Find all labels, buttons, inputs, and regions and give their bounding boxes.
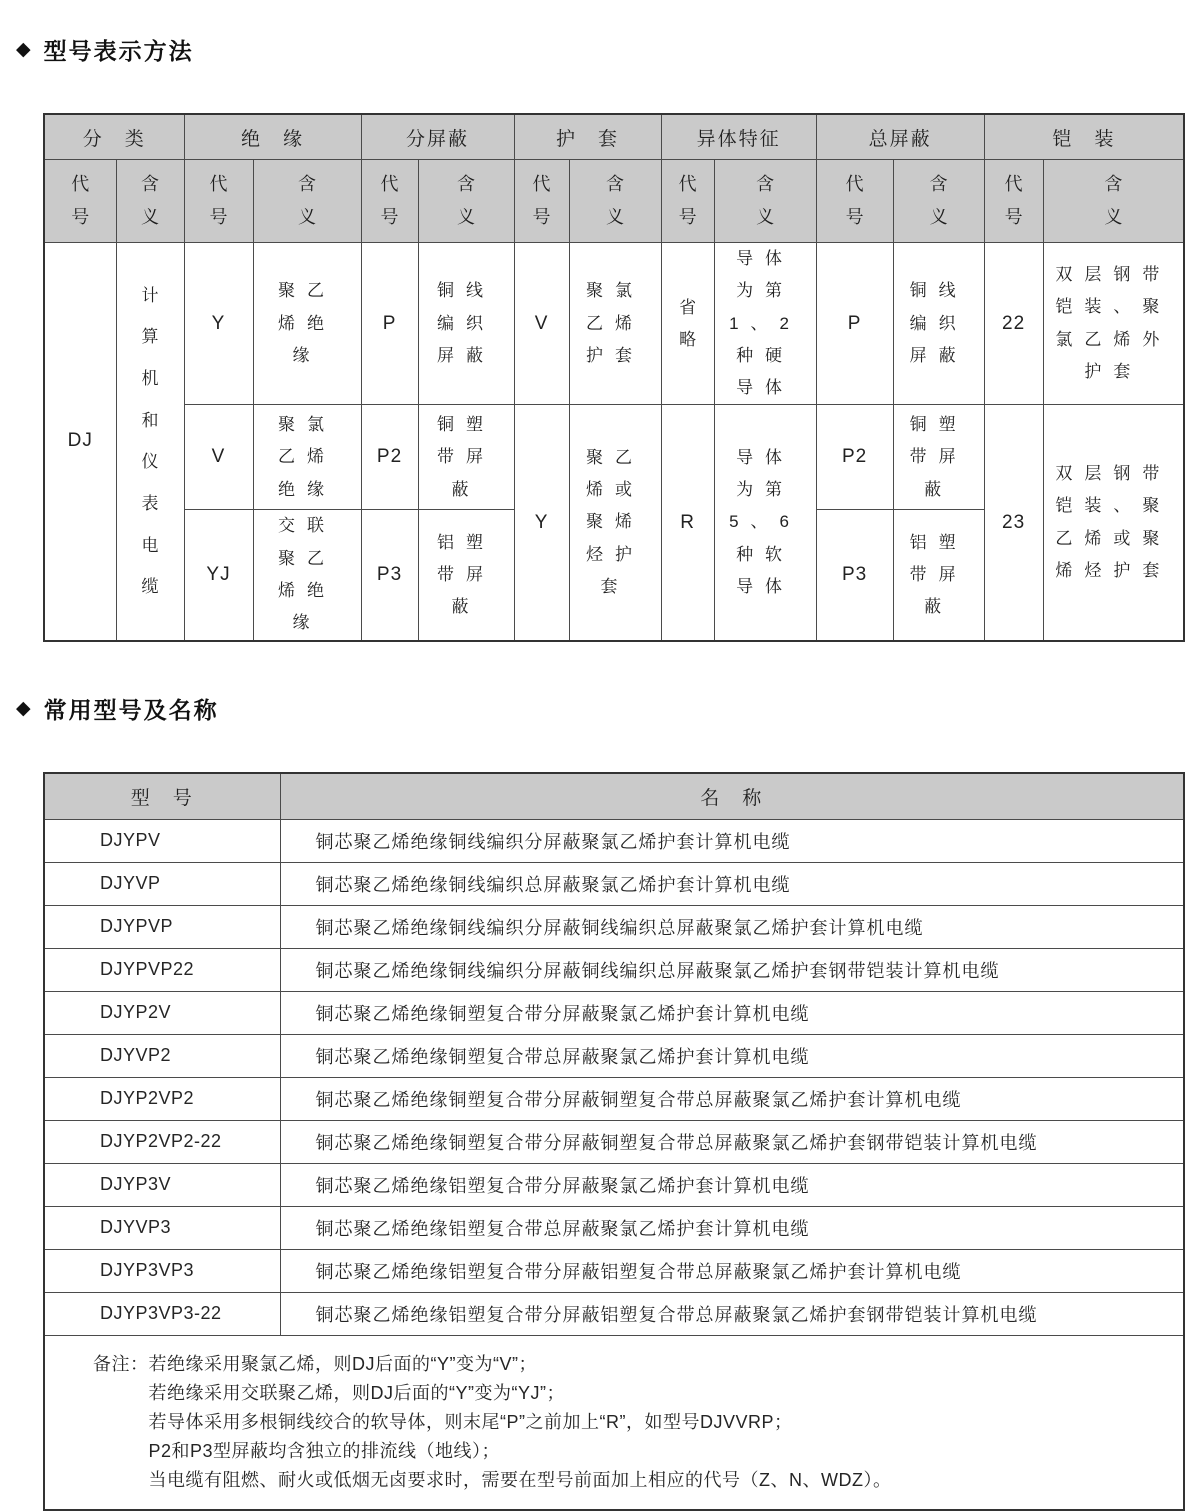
conductor-feature-meaning: 导体为第1、2种硬导体 (714, 243, 816, 405)
note-line: 若导体采用多根铜线绞合的软导体，则末尾“P”之前加上“R”，如型号DJVVRP； (148, 1411, 793, 1432)
classification-code-header: 代号 (44, 160, 116, 243)
common-models-table (43, 772, 1185, 1511)
overall-shield-code: P (816, 243, 893, 405)
note-line: 若绝缘采用聚氯乙烯，则DJ后面的“Y”变为“V”； (148, 1353, 537, 1374)
model-name: 铜芯聚乙烯绝缘铜塑复合带分屏蔽聚氯乙烯护套计算机电缆 (280, 991, 1184, 1034)
sheath-meaning: 聚氯乙烯护套 (569, 243, 661, 405)
armor-meaning-header: 含义 (1043, 160, 1184, 243)
insulation-meaning: 交联聚乙烯绝缘 (253, 510, 361, 641)
conductor-feature-meaning: 导体为第5、6种软导体 (714, 405, 816, 641)
overall-shield-meaning-header: 含义 (893, 160, 984, 243)
conductor-feature-code: R (661, 405, 714, 641)
model-name: 铜芯聚乙烯绝缘铝塑复合带分屏蔽聚氯乙烯护套计算机电缆 (280, 1163, 1184, 1206)
section-title-common-models (16, 692, 1200, 725)
overall-shield-code: P2 (816, 405, 893, 510)
sheath-meaning: 聚乙烯或聚烯烃护套 (569, 405, 661, 641)
model-name: 铜芯聚乙烯绝缘铝塑复合带总屏蔽聚氯乙烯护套计算机电缆 (280, 1206, 1184, 1249)
insulation-code: YJ (184, 510, 253, 641)
model-code: DJYP2V (44, 991, 280, 1034)
model-name: 铜芯聚乙烯绝缘铜线编织分屏蔽铜线编织总屏蔽聚氯乙烯护套钢带铠装计算机电缆 (280, 948, 1184, 991)
model-row (44, 1206, 1184, 1249)
model-name: 铜芯聚乙烯绝缘铜塑复合带分屏蔽铜塑复合带总屏蔽聚氯乙烯护套计算机电缆 (280, 1077, 1184, 1120)
notes-cell (44, 1335, 1184, 1510)
notes-label: 备注： (93, 1353, 149, 1374)
individual-shield-meaning-header: 含义 (418, 160, 514, 243)
model-code: DJYPV (44, 819, 280, 862)
model-code: DJYP3VP3 (44, 1249, 280, 1292)
armor-code: 22 (984, 243, 1043, 405)
individual-shield-code: P2 (361, 405, 418, 510)
model-code: DJYVP2 (44, 1034, 280, 1077)
armor-meaning: 双层钢带铠装、聚乙烯或聚烯烃护套 (1043, 405, 1184, 641)
model-row (44, 905, 1184, 948)
name-column-header: 名 称 (280, 773, 1184, 820)
model-row (44, 862, 1184, 905)
model-name: 铜芯聚乙烯绝缘铜线编织分屏蔽铜线编织总屏蔽聚氯乙烯护套计算机电缆 (280, 905, 1184, 948)
model-row (44, 1120, 1184, 1163)
model-name: 铜芯聚乙烯绝缘铝塑复合带分屏蔽铝塑复合带总屏蔽聚氯乙烯护套计算机电缆 (280, 1249, 1184, 1292)
section-title-text-1: 型号表示方法 (43, 38, 194, 64)
model-row (44, 948, 1184, 991)
overall-shield-meaning: 铜线编织屏蔽 (893, 243, 984, 405)
model-row (44, 1249, 1184, 1292)
individual-shield-meaning: 铝塑带屏蔽 (418, 510, 514, 641)
model-name: 铜芯聚乙烯绝缘铜线编织分屏蔽聚氯乙烯护套计算机电缆 (280, 819, 1184, 862)
individual-shield-meaning: 铜塑带屏蔽 (418, 405, 514, 510)
model-name: 铜芯聚乙烯绝缘铜塑复合带总屏蔽聚氯乙烯护套计算机电缆 (280, 1034, 1184, 1077)
group-header-armor: 铠 装 (984, 114, 1184, 160)
model-name: 铜芯聚乙烯绝缘铝塑复合带分屏蔽铝塑复合带总屏蔽聚氯乙烯护套钢带铠装计算机电缆 (280, 1292, 1184, 1335)
model-row (44, 991, 1184, 1034)
model-code: DJYPVP22 (44, 948, 280, 991)
group-header-individual-shield: 分屏蔽 (361, 114, 514, 160)
armor-meaning: 双层钢带铠装、聚氯乙烯外护套 (1043, 243, 1184, 405)
group-header-insulation: 绝 缘 (184, 114, 361, 160)
group-header-conductor-feature: 异体特征 (661, 114, 816, 160)
diamond-bullet-icon: ◆ (16, 697, 31, 719)
model-name: 铜芯聚乙烯绝缘铜塑复合带分屏蔽铜塑复合带总屏蔽聚氯乙烯护套钢带铠装计算机电缆 (280, 1120, 1184, 1163)
insulation-code: V (184, 405, 253, 510)
notes-row (44, 1335, 1184, 1510)
model-row (44, 1163, 1184, 1206)
insulation-code-header: 代号 (184, 160, 253, 243)
classification-code: DJ (44, 243, 116, 641)
conductor-feature-code-header: 代号 (661, 160, 714, 243)
group-header-overall-shield: 总屏蔽 (816, 114, 984, 160)
note-line: 当电缆有阻燃、耐火或低烟无卤要求时，需要在型号前面加上相应的代号（Z、N、WDZ）。 (148, 1469, 892, 1490)
individual-shield-code: P3 (361, 510, 418, 641)
model-code: DJYVP (44, 862, 280, 905)
individual-shield-meaning: 铜线编织屏蔽 (418, 243, 514, 405)
conductor-feature-meaning-header: 含义 (714, 160, 816, 243)
sheath-code: Y (514, 405, 569, 641)
classification-meaning-header: 含义 (116, 160, 184, 243)
insulation-meaning: 聚氯乙烯绝缘 (253, 405, 361, 510)
note-line: P2和P3型屏蔽均含独立的排流线（地线）； (148, 1440, 501, 1461)
insulation-code: Y (184, 243, 253, 405)
group-header-classification: 分 类 (44, 114, 184, 160)
overall-shield-meaning: 铜塑带屏蔽 (893, 405, 984, 510)
section-title-model-designation (16, 33, 1200, 66)
conductor-feature-code: 省略 (661, 243, 714, 405)
sheath-meaning-header: 含义 (569, 160, 661, 243)
section-title-text-2: 常用型号及名称 (43, 696, 219, 723)
overall-shield-code: P3 (816, 510, 893, 641)
model-row (44, 819, 1184, 862)
sheath-code-header: 代号 (514, 160, 569, 243)
model-code: DJYPVP (44, 905, 280, 948)
insulation-meaning: 聚乙烯绝缘 (253, 243, 361, 405)
model-row (44, 1034, 1184, 1077)
model-code: DJYP3V (44, 1163, 280, 1206)
note-line: 若绝缘采用交联聚乙烯，则DJ后面的“Y”变为“YJ”； (148, 1382, 565, 1403)
model-row (44, 1077, 1184, 1120)
model-code: DJYVP3 (44, 1206, 280, 1249)
model-code: DJYP3VP3-22 (44, 1292, 280, 1335)
classification-meaning: 计算机和仪表电缆 (116, 243, 184, 641)
armor-code-header: 代号 (984, 160, 1043, 243)
model-code: DJYP2VP2-22 (44, 1120, 280, 1163)
sheath-code: V (514, 243, 569, 405)
type-designation-table (43, 113, 1185, 642)
insulation-meaning-header: 含义 (253, 160, 361, 243)
individual-shield-code-header: 代号 (361, 160, 418, 243)
group-header-sheath: 护 套 (514, 114, 661, 160)
model-row (44, 1292, 1184, 1335)
overall-shield-meaning: 铝塑带屏蔽 (893, 510, 984, 641)
diamond-bullet-icon: ◆ (16, 39, 31, 60)
individual-shield-code: P (361, 243, 418, 405)
armor-code: 23 (984, 405, 1043, 641)
model-name: 铜芯聚乙烯绝缘铜线编织总屏蔽聚氯乙烯护套计算机电缆 (280, 862, 1184, 905)
notes-lines (149, 1350, 892, 1495)
overall-shield-code-header: 代号 (816, 160, 893, 243)
model-column-header: 型 号 (44, 773, 280, 820)
model-code: DJYP2VP2 (44, 1077, 280, 1120)
